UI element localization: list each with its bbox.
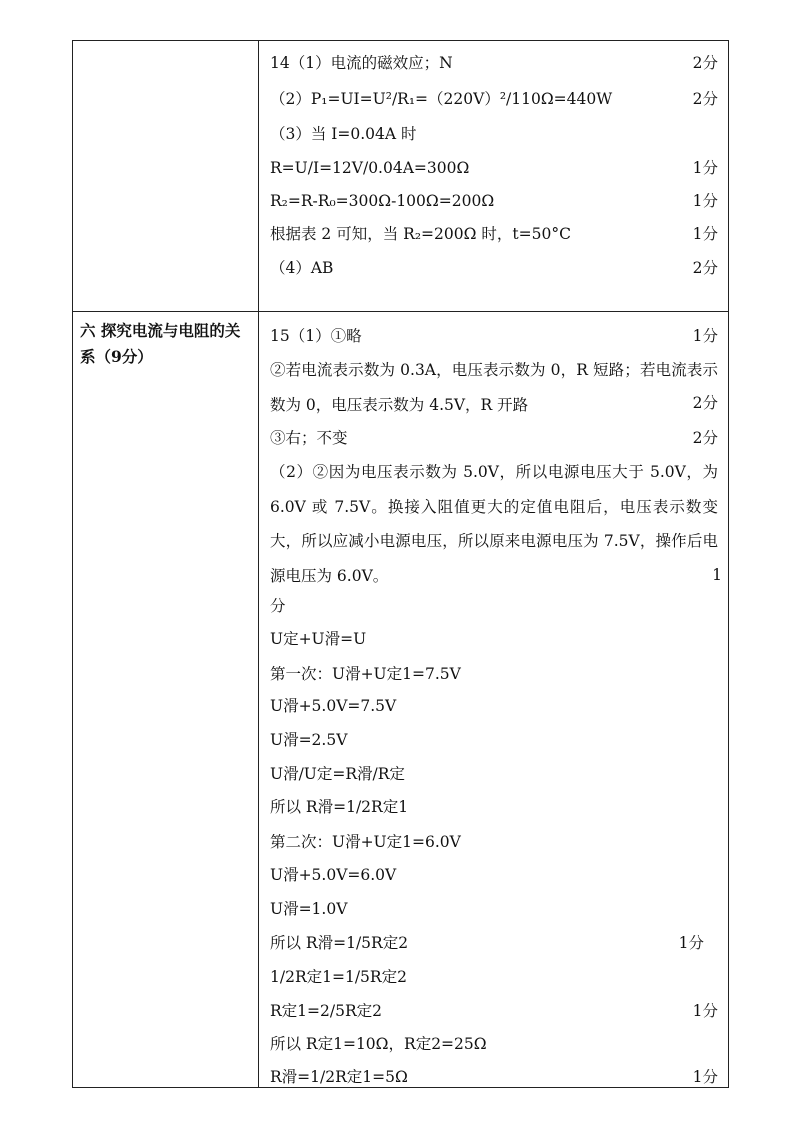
- step-line: [270, 926, 718, 960]
- step-text: U滑=1.0V: [270, 900, 348, 918]
- answer-line: [270, 319, 718, 353]
- step-line: [270, 790, 718, 824]
- step-text: U滑+5.0V=7.5V: [270, 697, 397, 715]
- step-text: 所以 R滑=1/2R定1: [270, 798, 409, 816]
- answer-paragraph: ②若电流表示数为 0.3A，电压表示数为 0，R 短路；若电流表示数为 0，电压表示数为 4.5V，R 开路: [270, 361, 718, 414]
- score: 2分: [692, 90, 718, 108]
- score: 2分: [692, 429, 718, 447]
- answer-text: 根据表 2 可知，当 R₂=200Ω 时，t=50°C: [270, 225, 571, 243]
- score: 1分: [692, 1002, 718, 1020]
- score-holder: [682, 558, 722, 592]
- step-line: [270, 892, 718, 926]
- answer-text: （3）当 I=0.04A 时: [270, 125, 417, 143]
- step-line: [270, 825, 718, 859]
- score: 1分: [678, 934, 704, 952]
- score: 1分: [692, 1068, 718, 1086]
- answer-text: R₂=R-R₀=300Ω-100Ω=200Ω: [270, 192, 495, 210]
- section-label: 六 探究电流与电阻的关系（9分）: [80, 321, 241, 366]
- step-text: 1/2R定1=1/5R定2: [270, 968, 407, 986]
- answer-text: ③右；不变: [270, 429, 348, 447]
- score: 2分: [692, 394, 718, 412]
- answer-line: [270, 251, 718, 285]
- score-holder: [678, 386, 718, 420]
- step-line: [270, 657, 718, 691]
- column-divider: [258, 40, 259, 1088]
- step-line: [270, 723, 718, 757]
- step-line: [270, 1060, 718, 1094]
- step-text: 所以 R滑=1/5R定2: [270, 934, 409, 952]
- step-line: [270, 689, 718, 723]
- score: 1分: [692, 192, 718, 210]
- answer-text: （4）AB: [270, 259, 334, 277]
- answer-text: 分: [270, 597, 286, 615]
- answer-line: [270, 184, 718, 218]
- answer-text: R=U/I=12V/0.04A=300Ω: [270, 159, 470, 177]
- step-text: 第二次：U滑+U定1=6.0V: [270, 833, 461, 851]
- step-text: R定1=2/5R定2: [270, 1002, 382, 1020]
- score: 1: [712, 566, 722, 584]
- answer-line: [270, 151, 718, 185]
- step-text: U滑+5.0V=6.0V: [270, 866, 397, 884]
- step-line: [270, 757, 718, 791]
- step-text: U滑=2.5V: [270, 731, 348, 749]
- answer-line: [270, 82, 718, 116]
- score: 1分: [692, 327, 718, 345]
- answer-paragraph: （2）②因为电压表示数为 5.0V，所以电源电压大于 5.0V，为 6.0V 或 7.5V。换接入阻值更大的定值电阻后，电压表示数变大，所以应减小电源电压，所以原来电源电压为 7.5V，操作后电源电压为 6.0V。: [270, 463, 718, 585]
- step-text: U滑/U定=R滑/R定: [270, 765, 405, 783]
- answer-text: 15（1）①略: [270, 327, 362, 345]
- step-text: R滑=1/2R定1=5Ω: [270, 1068, 408, 1086]
- answer-line: [270, 46, 718, 80]
- score: 2分: [692, 259, 718, 277]
- answer-line: [270, 589, 718, 623]
- answer-text: 14（1）电流的磁效应；N: [270, 54, 453, 72]
- step-line: [270, 622, 718, 656]
- step-line: [270, 858, 718, 892]
- step-text: U定+U滑=U: [270, 630, 367, 648]
- answer-line: [270, 217, 718, 251]
- step-line: [270, 1027, 718, 1061]
- step-text: 所以 R定1=10Ω，R定2=25Ω: [270, 1035, 487, 1053]
- score: 1分: [692, 159, 718, 177]
- answer-text: （2）P₁=UI=U²/R₁=（220V）²/110Ω=440W: [270, 90, 613, 108]
- score: 2分: [692, 54, 718, 72]
- score: 1分: [692, 225, 718, 243]
- answer-line: [270, 421, 718, 455]
- answer-line: [270, 117, 718, 151]
- step-line: [270, 994, 718, 1028]
- step-line: [270, 960, 718, 994]
- row-divider: [72, 311, 729, 312]
- step-text: 第一次：U滑+U定1=7.5V: [270, 665, 461, 683]
